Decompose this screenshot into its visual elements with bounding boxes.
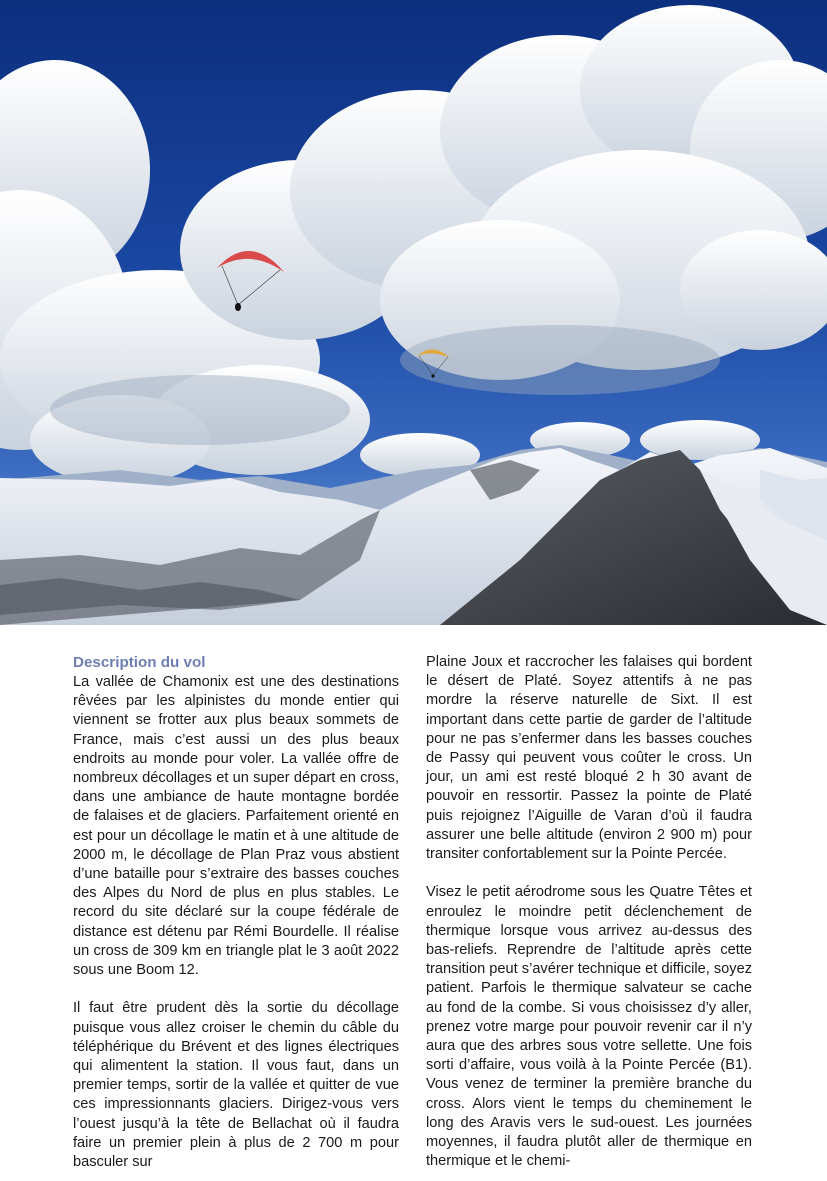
paragraph: Plaine Joux et raccrocher les falaises qui bordent le désert de Platé. Soyez attentifs à ne pas mordre la réserve naturelle de Sixt. Il est important dans cette partie de garder de l’altitude pour ne pas s’enfermer dans les basses couches de Passy qui peuvent vous coûter le cross. Un jour, un ami est resté bloqué 2 h 30 avant de pouvoir en ressortir. Passez la pointe de Platé puis rejoignez l’Aiguille de Varan d’où il faudra assurer une belle altitude (environ 2 900 m) pour transiter confortablement sur la Pointe Percée. (426, 654, 752, 863)
paragraph: Il faut être prudent dès la sortie du décollage puisque vous allez croiser le chemin du câble du téléphérique du Brévent et des lignes électriques qui alimentent la station. Il vous faut, dans un premier temps, sortir de la vallée et quitter de vue ces impressionnants glaciers. Dirigez-vous vers l’ouest jusqu’à la tête de Bellachat où il faudra faire un premier plein à plus de 2 700 m pour basculer sur (73, 1000, 399, 1171)
section-title: Description du vol (73, 654, 206, 671)
paragraph: La vallée de Chamonix est une des destinations rêvées par les alpinistes du monde entier qui viennent se frotter aux plus beaux sommets de France, mais c’est aussi un des plus beaux endroits au monde pour voler. La vallée offre de nombreux décollages et un super départ en cross, dans une ambiance de haute montagne bordée de falaises et de glaciers. Parfaitement orienté en est pour un décollage le matin et à une altitude de 2000 m, le décollage de Plan Praz vous abstient d’une bataille pour s’extraire des basses couches des Alpes du Nord de plus en plus stables. Le record du site déclaré sur la coupe fédérale de distance est détenu par Rémi Bourdelle. Il réalise un cross de 309 km en triangle plat le 3 août 2022 sous une Boom 12. (73, 674, 399, 979)
text-column-left (73, 653, 399, 1172)
text-column-right (426, 653, 752, 1171)
paragraph: Visez le petit aérodrome sous les Quatre Têtes et enroulez le moindre petit déclenchement de thermique lorsque vous arrivez au-dessus des bas-reliefs. Reprendre de l’altitude après cette transition peut s’avérer technique et difficile, soyez patient. Parfois le thermique salvateur se cache au fond de la combe. Si vous choisissez d’y aller, prenez votre marge pour pouvoir revenir car il n’y aura que des arbres sous votre sellette. Une fois sorti d’affaire, vous voilà à la Pointe Percée (B1). Vous venez de terminer la première branche du cross. Alors vient le temps du cheminement le long des Aravis vers le sud-ouest. Les journées moyennes, il faudra plutôt aller de thermique en thermique et le chemi- (426, 884, 752, 1170)
